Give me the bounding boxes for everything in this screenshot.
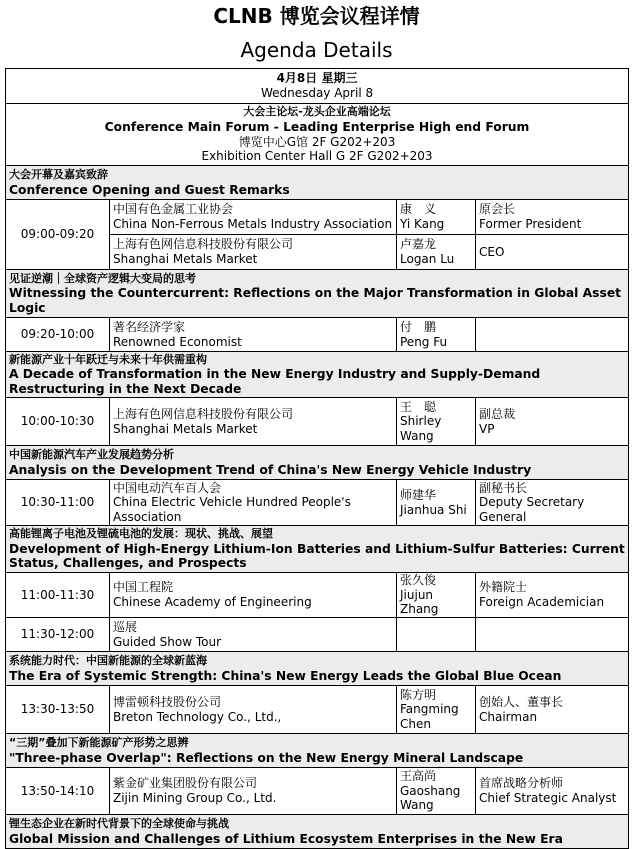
page-title: CLNB 博览会议程详情 xyxy=(213,4,420,28)
section-title-zh: “三期”叠加下新能源矿产形势之思辨 xyxy=(9,735,189,749)
organization-en: Renowned Economist xyxy=(113,334,242,349)
speaker-en: Peng Fu xyxy=(400,334,448,349)
section-header xyxy=(6,352,629,398)
speaker-title xyxy=(476,768,629,815)
section-header xyxy=(6,526,629,573)
section-title-en: A Decade of Transformation in the New Energy Industry and Supply-Demand Restructuring in the Next Decade xyxy=(9,367,541,396)
date-en: Wednesday April 8 xyxy=(260,86,374,100)
speaker-title xyxy=(476,200,629,235)
speaker-title-en: Former President xyxy=(479,217,582,231)
organization-en: Shanghai Metals Market xyxy=(113,252,258,266)
speaker-zh: 陈方明 xyxy=(400,687,437,702)
section-title-zh: 中国新能源汽车产业发展趋势分析 xyxy=(9,447,174,461)
agenda-row xyxy=(6,686,629,734)
speaker-title xyxy=(476,398,629,446)
forum-header-row xyxy=(6,104,629,166)
speaker-title-zh: 副总裁 xyxy=(479,406,516,421)
speaker-zh: 张久俊 xyxy=(400,573,437,588)
section-title-zh: 见证逆潮｜全球资产逻辑大变局的思考 xyxy=(9,271,196,285)
speaker xyxy=(397,235,476,270)
organization-zh: 中国有色金属工业协会 xyxy=(113,202,234,217)
organization xyxy=(110,480,397,526)
speaker-title xyxy=(476,573,629,618)
speaker-en: Logan Lu xyxy=(400,252,455,266)
agenda-row xyxy=(6,573,629,618)
organization-en: Chinese Academy of Engineering xyxy=(113,595,312,609)
section-title-zh: 高能锂离子电池及锂硫电池的发展：现状、挑战、展望 xyxy=(9,527,273,541)
organization-en: Shanghai Metals Market xyxy=(113,421,258,436)
speaker xyxy=(397,573,476,618)
organization-zh: 博雷顿科技股份公司 xyxy=(113,694,222,709)
speaker-en: Jiujun Zhang xyxy=(400,587,439,617)
organization-zh: 上海有色网信息科技股份有限公司 xyxy=(113,237,294,252)
organization xyxy=(110,686,397,734)
speaker-title-zh: 创始人、董事长 xyxy=(479,694,564,709)
section-title-en: Global Mission and Challenges of Lithium Ecosystem Enterprises in the New Era xyxy=(9,831,563,846)
agenda-row xyxy=(6,318,629,352)
forum-venue-zh: 博览中心G馆 2F G202+203 xyxy=(238,134,396,149)
organization-zh: 紫金矿业集团股份有限公司 xyxy=(113,776,258,791)
section-header xyxy=(6,734,629,768)
organization xyxy=(110,235,397,270)
section-header xyxy=(6,446,629,480)
speaker-zh: 王 聪 xyxy=(400,399,437,414)
speaker-title-zh: 首席战略分析师 xyxy=(479,776,564,791)
organization xyxy=(110,768,397,815)
speaker-title-en: Deputy Secretary General xyxy=(479,495,585,524)
date-zh: 4月8日 星期三 xyxy=(276,71,358,86)
speaker-zh: 付 鹏 xyxy=(400,319,437,334)
time-slot: 10:00-10:30 xyxy=(6,398,110,446)
time-slot: 11:00-11:30 xyxy=(6,573,110,618)
speaker xyxy=(397,318,476,352)
section-title-en: Conference Opening and Guest Remarks xyxy=(9,182,290,197)
forum-venue-en: Exhibition Center Hall G 2F G202+203 xyxy=(201,149,433,164)
organization xyxy=(110,573,397,618)
speaker-en: Fangming Chen xyxy=(400,702,459,731)
speaker-title-en: CEO xyxy=(479,244,505,259)
organization xyxy=(110,200,397,235)
organization-zh: 上海有色网信息科技股份有限公司 xyxy=(113,406,294,421)
speaker-title xyxy=(476,480,629,526)
page-subtitle: Agenda Details xyxy=(240,38,393,62)
speaker-zh: 王高尚 xyxy=(400,769,437,784)
speaker-en: Gaoshang Wang xyxy=(400,783,461,813)
organization-en: Guided Show Tour xyxy=(113,634,222,649)
speaker xyxy=(397,200,476,235)
speaker-zh: 卢嘉龙 xyxy=(400,237,437,252)
organization-en: China Non-Ferrous Metals Industry Association xyxy=(113,217,393,231)
speaker-title-en: Chairman xyxy=(479,709,538,724)
section-header xyxy=(6,270,629,318)
speaker-title-zh: 副秘书长 xyxy=(479,480,528,495)
section-title-zh: 锂生态企业在新时代背景下的全球使命与挑战 xyxy=(9,816,229,830)
speaker-en: Jianhua Shi xyxy=(400,502,467,517)
speaker xyxy=(397,618,476,652)
speaker-title xyxy=(476,235,629,270)
time-slot: 09:00-09:20 xyxy=(6,200,110,270)
organization xyxy=(110,398,397,446)
speaker-en: Shirley Wang xyxy=(400,414,442,443)
section-header xyxy=(6,652,629,686)
speaker-title xyxy=(476,686,629,734)
forum-title-en: Conference Main Forum - Leading Enterprise High end Forum xyxy=(104,119,530,134)
organization-zh: 巡展 xyxy=(113,619,138,634)
section-title-en: "Three-phase Overlap": Reflections on the New Energy Mineral Landscape xyxy=(9,750,524,765)
organization-zh: 中国电动汽车百人会 xyxy=(113,480,222,495)
section-title-zh: 系统能力时代：中国新能源的全球新蓝海 xyxy=(9,653,207,667)
section-title-zh: 大会开幕及嘉宾致辞 xyxy=(9,167,108,181)
section-title-en: Analysis on the Development Trend of China's New Energy Vehicle Industry xyxy=(9,462,532,477)
date-row xyxy=(6,69,629,104)
speaker-title-en: Chief Strategic Analyst xyxy=(479,791,617,805)
organization-en: China Electric Vehicle Hundred People's Association xyxy=(113,495,351,524)
section-title-en: Development of High-Energy Lithium-Ion Batteries and Lithium-Sulfur Batteries: Current Status, Challenges, and Prospects xyxy=(9,541,625,571)
section-title-en: The Era of Systemic Strength: China's New Energy Leads the Global Blue Ocean xyxy=(9,668,562,683)
organization xyxy=(110,318,397,352)
organization-zh: 中国工程院 xyxy=(113,580,174,595)
speaker xyxy=(397,480,476,526)
organization xyxy=(110,618,397,652)
speaker-title-en: Foreign Academician xyxy=(479,595,605,609)
speaker xyxy=(397,398,476,446)
time-slot: 13:50-14:10 xyxy=(6,768,110,815)
speaker-title-en: VP xyxy=(479,421,495,436)
organization-en: Breton Technology Co., Ltd., xyxy=(113,709,282,724)
agenda-row xyxy=(6,398,629,446)
speaker-zh: 师建华 xyxy=(400,487,437,502)
speaker-title-zh: 原会长 xyxy=(479,202,516,217)
section-title-en: Witnessing the Countercurrent: Reflections on the Major Transformation in Global Asset Logic xyxy=(9,286,622,315)
section-header xyxy=(6,815,629,849)
time-slot: 11:30-12:00 xyxy=(6,618,110,652)
speaker-title xyxy=(476,318,629,352)
agenda-row xyxy=(6,480,629,526)
section-title-zh: 新能源产业十年跃迁与未来十年供需重构 xyxy=(9,352,207,366)
speaker-zh: 康 义 xyxy=(400,202,437,217)
section-header xyxy=(6,166,629,200)
speaker-title xyxy=(476,618,629,652)
time-slot: 10:30-11:00 xyxy=(6,480,110,526)
time-slot: 09:20-10:00 xyxy=(6,318,110,352)
speaker-en: Yi Kang xyxy=(400,217,445,231)
agenda-row xyxy=(6,768,629,815)
speaker xyxy=(397,768,476,815)
agenda-row xyxy=(6,200,629,235)
speaker-title-zh: 外籍院士 xyxy=(479,580,528,595)
time-slot: 13:30-13:50 xyxy=(6,686,110,734)
agenda-row xyxy=(6,618,629,652)
organization-en: Zijin Mining Group Co., Ltd. xyxy=(113,791,277,805)
forum-title-zh: 大会主论坛-龙头企业高端论坛 xyxy=(243,105,391,119)
organization-zh: 著名经济学家 xyxy=(113,319,186,334)
speaker xyxy=(397,686,476,734)
agenda-table xyxy=(5,68,629,849)
